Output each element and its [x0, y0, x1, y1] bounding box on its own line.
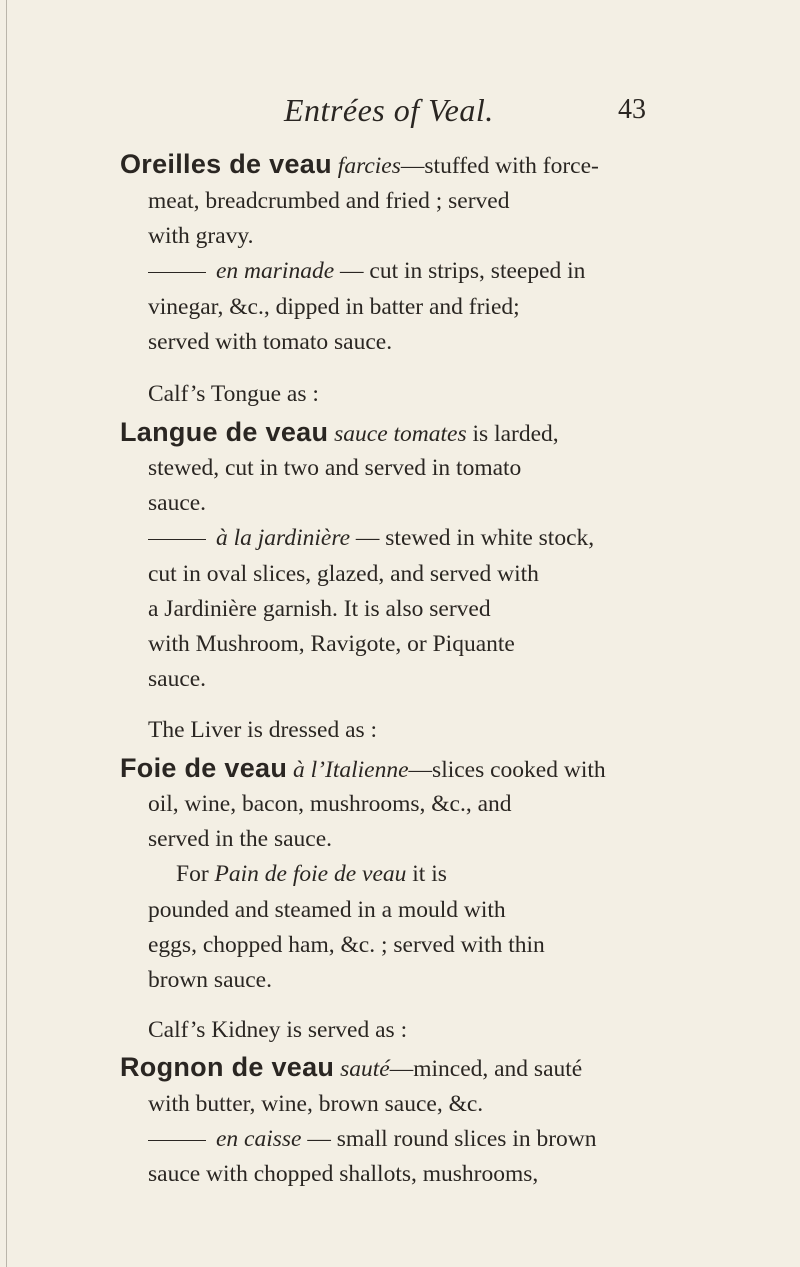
entry-heading: Rognon de veau — [120, 1052, 335, 1082]
entry-langue-intro: Calf’s Tongue as : — [148, 381, 319, 407]
entry-langue-line-1 — [120, 416, 559, 451]
entry-variant: Pain de foie de veau — [214, 861, 407, 887]
page-gutter-line — [6, 0, 7, 1267]
entry-oreilles-line-2: meat, breadcrumbed and fried ; served — [148, 188, 510, 214]
entry-rognon-sub-line-2: sauce with chopped shallots, mushrooms, — [148, 1161, 539, 1187]
entry-langue-sub-line-5: sauce. — [148, 666, 207, 692]
entry-foie-para-2-line-2: pounded and steamed in a mould with — [148, 897, 506, 923]
entry-langue-sub-line-1 — [148, 522, 594, 555]
entry-oreilles-line-1 — [120, 148, 599, 183]
entry-text: it is — [406, 861, 447, 887]
entry-oreilles-sub-line-3: served with tomato sauce. — [148, 329, 393, 355]
page-number: 43 — [618, 94, 646, 125]
entry-rognon-line-2: with butter, wine, brown sauce, &c. — [148, 1091, 484, 1117]
entry-rognon-line-1 — [120, 1051, 582, 1086]
entry-variant: sauté — [340, 1056, 390, 1082]
entry-langue-line-3: sauce. — [148, 490, 207, 516]
entry-text: —slices cooked with — [408, 757, 606, 783]
entry-text: — cut in strips, steeped in — [334, 258, 586, 284]
ditto-dash — [148, 539, 206, 540]
entry-text: — stewed in white stock, — [350, 525, 595, 551]
entry-oreilles-sub-line-2: vinegar, &c., dipped in batter and fried; — [148, 294, 520, 320]
entry-heading: Oreilles de veau — [120, 149, 332, 179]
ditto-dash — [148, 272, 206, 273]
entry-oreilles-line-3: with gravy. — [148, 223, 254, 249]
entry-langue-line-2: stewed, cut in two and served in tomato — [148, 455, 522, 481]
entry-langue-sub-line-2: cut in oval slices, glazed, and served with — [148, 561, 539, 587]
entry-foie-para-2-line-4: brown sauce. — [148, 967, 272, 993]
entry-foie-para-2-line-1 — [176, 858, 447, 891]
entry-text: For — [176, 861, 215, 887]
entry-variant: farcies — [337, 153, 401, 179]
entry-variant: à l’Italienne — [293, 757, 409, 783]
running-title: Entrées of Veal. — [284, 92, 494, 128]
entry-variant: sauce tomates — [334, 421, 467, 447]
entry-foie-line-3: served in the sauce. — [148, 826, 333, 852]
page-header — [0, 92, 800, 132]
entry-rognon-intro: Calf’s Kidney is served as : — [148, 1017, 408, 1043]
entry-oreilles-sub-line-1 — [148, 255, 585, 288]
entry-text: is larded, — [466, 421, 559, 447]
entry-langue-sub-line-4: with Mushroom, Ravigote, or Piquante — [148, 631, 515, 657]
entry-text: —stuffed with force- — [400, 153, 599, 179]
entry-text: —minced, and sauté — [389, 1056, 583, 1082]
entry-foie-line-2: oil, wine, bacon, mushrooms, &c., and — [148, 791, 512, 817]
entry-rognon-sub-line-1 — [148, 1123, 597, 1156]
entry-variant: en caisse — [216, 1126, 302, 1152]
entry-variant: à la jardinière — [216, 525, 351, 551]
entry-text: — small round slices in brown — [301, 1126, 597, 1152]
entry-langue-sub-line-3: a Jardinière garnish. It is also served — [148, 596, 491, 622]
entry-variant: en marinade — [216, 258, 335, 284]
entry-heading: Langue de veau — [120, 417, 329, 447]
entry-foie-line-1 — [120, 752, 606, 787]
entry-foie-intro: The Liver is dressed as : — [148, 717, 378, 743]
entry-foie-para-2-line-3: eggs, chopped ham, &c. ; served with thin — [148, 932, 545, 958]
ditto-dash — [148, 1140, 206, 1141]
entry-heading: Foie de veau — [120, 753, 288, 783]
